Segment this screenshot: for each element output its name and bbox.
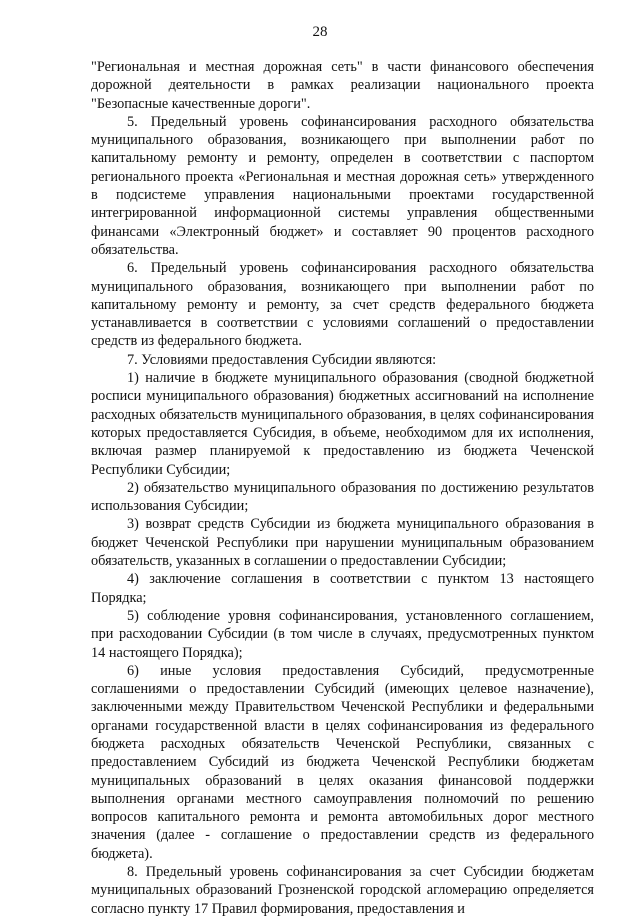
paragraph-item-6: 6. Предельный уровень софинансирования расходного обязательства муниципального образования, возникающего при выполнении работ по капитальному ремонту и ремонту, за счет средств федерального бюджета устанавливается в соответствии с условиями соглашений о предоставлении средств из федерального бюджета. bbox=[91, 260, 594, 350]
document-body bbox=[91, 58, 594, 918]
condition-5: 5) соблюдение уровня софинансирования, установленного соглашением, при расходовании Субсидии (в том числе в случаях, предусмотренных пунктом 14 настоящего Порядка); bbox=[91, 607, 594, 661]
condition-6: 6) иные условия предоставления Субсидий, предусмотренные соглашениями о предоставлении Субсидий (имеющих целевое назначение), заключенными между Правительством Чеченской Республики и федеральными органами государственной власти в целях софинансирования из федерального бюджета расходных обязательств Чеченской Республики, связанных с предоставлением Субсидий из бюджета Чеченской Республики бюджетам муниципальных образований в целях оказания финансовой поддержки выполнения органами местного самоуправления полномочий по решению вопросов капитального ремонта и ремонта автомобильных дорог местного значения (далее - соглашение о предоставлении средств из федерального бюджета). bbox=[91, 662, 594, 862]
paragraph-item-8: 8. Предельный уровень софинансирования за счет Субсидии бюджетам муниципальных образований Грозненской городской агломерацию определяется согласно пункту 17 Правил формирования, предоставления и bbox=[91, 864, 594, 917]
condition-1: 1) наличие в бюджете муниципального образования (сводной бюджетной росписи муниципального образования) бюджетных ассигнований на исполнение расходных обязательств муниципального образования, в целях софинансирования которых предоставляется Субсидия, в объеме, необходимом для их исполнения, включая размер планируемой к предоставлению из бюджета Чеченской Республики Субсидии; bbox=[91, 370, 594, 478]
condition-2: 2) обязательство муниципального образования по достижению результатов использования Субсидии; bbox=[91, 479, 594, 515]
paragraph-continuation: "Региональная и местная дорожная сеть" в части финансового обеспечения дорожной деятельности в рамках реализации национального проекта "Безопасные качественные дороги". bbox=[91, 59, 594, 112]
paragraph-item-7: 7. Условиями предоставления Субсидии являются: bbox=[127, 351, 437, 368]
paragraph-item-5: 5. Предельный уровень софинансирования расходного обязательства муниципального образования, возникающего при выполнении работ по капитальному ремонту и ремонту, определен в соответствии с паспортом регионального проекта «Региональная и местная дорожная сеть» утвержденного в подсистеме управления национальными проектами государственной интегрированной информационной системы управления общественными финансами «Электронный бюджет» и составляет 90 процентов расходного обязательства. bbox=[91, 113, 594, 258]
condition-4: 4) заключение соглашения в соответствии с пунктом 13 настоящего Порядка; bbox=[91, 571, 594, 606]
condition-3: 3) возврат средств Субсидии из бюджета муниципального образования в бюджет Чеченской Республики при нарушении муниципальным образованием обязательств, указанных в соглашении о предоставлении Субсидии; bbox=[91, 516, 594, 570]
page-number: 28 bbox=[312, 24, 328, 40]
